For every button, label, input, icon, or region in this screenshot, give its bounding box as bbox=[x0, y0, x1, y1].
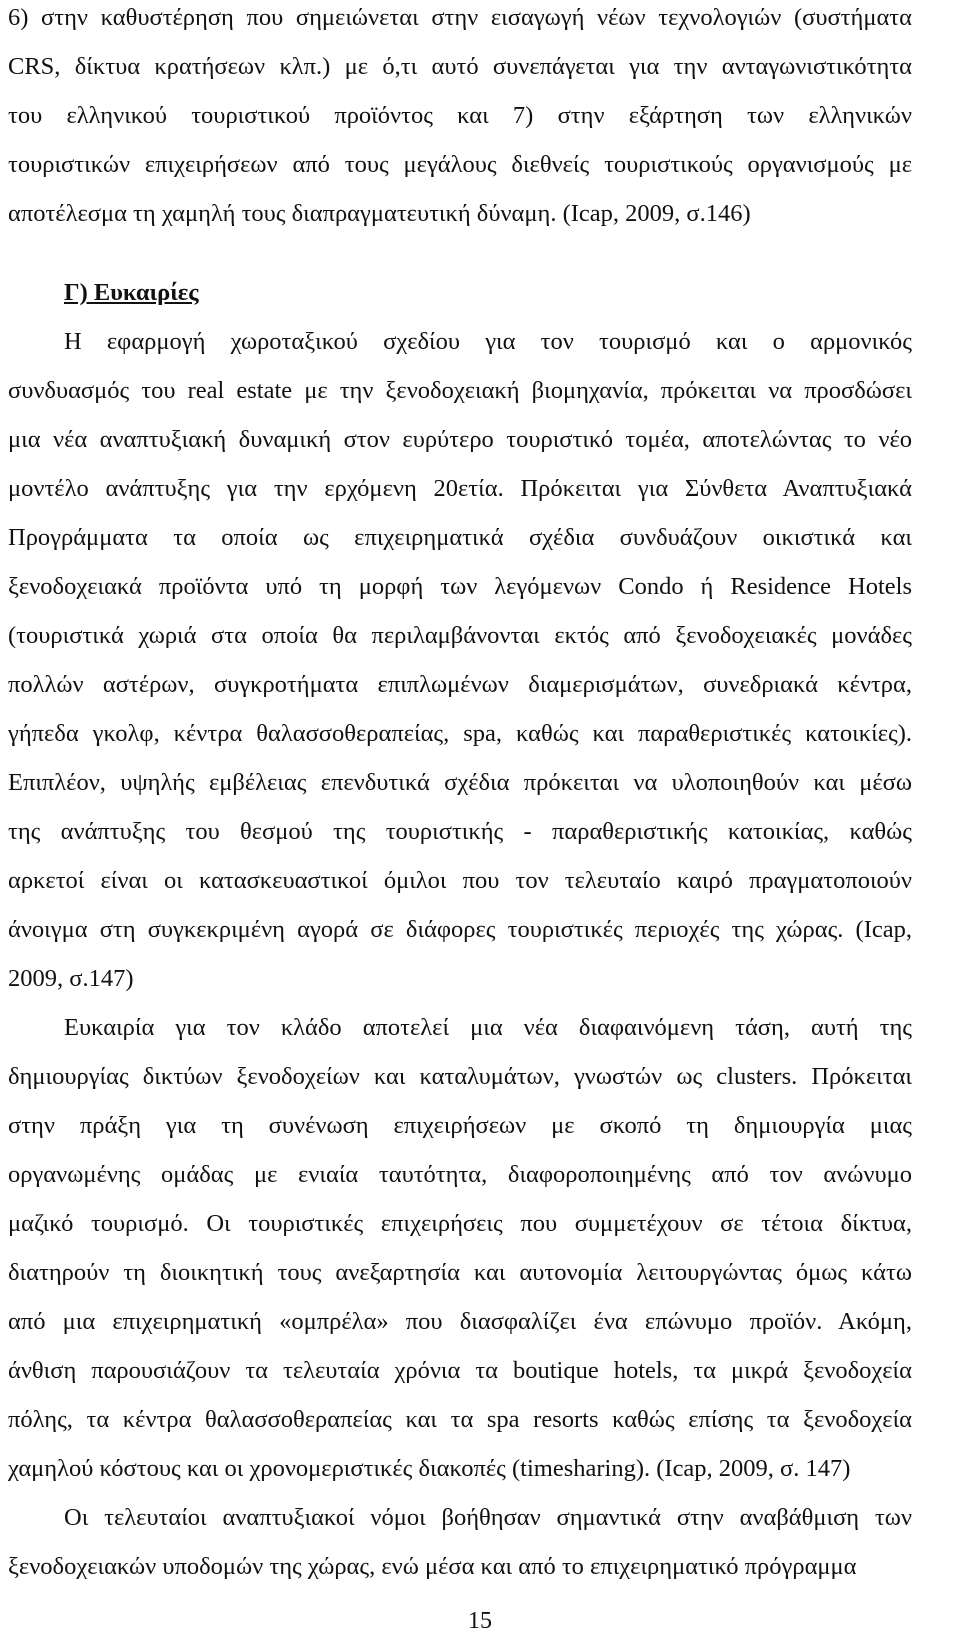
text-line: δημιουργίας δικτύων ξενοδοχείων και καταλυμάτων, γνωστών ως clusters. Πρόκειται bbox=[8, 1063, 912, 1090]
text-line: του ελληνικού τουριστικού προϊόντος και 7) στην εξάρτηση των ελληνικών bbox=[8, 102, 912, 129]
text-line: συνδυασμός του real estate με την ξενοδοχειακή βιομηχανία, πρόκειται να προσδώσει bbox=[8, 377, 912, 404]
text-line: 2009, σ.147) bbox=[8, 965, 134, 992]
text-line: χαμηλού κόστους και οι χρονομεριστικές διακοπές (timesharing). (Icap, 2009, σ. 147) bbox=[8, 1455, 851, 1482]
paragraph-opportunities-3 bbox=[8, 1500, 912, 1598]
text-line: της ανάπτυξης του θεσμού της τουριστικής - παραθεριστικής κατοικίας, καθώς bbox=[8, 818, 912, 845]
text-line: πολλών αστέρων, συγκροτήματα επιπλωμένων διαμερισμάτων, συνεδριακά κέντρα, bbox=[8, 671, 912, 698]
text-line: ξενοδοχειακών υποδομών της χώρας, ενώ μέσα και από το επιχειρηματικό πρόγραμμα bbox=[8, 1553, 857, 1580]
text-line: αρκετοί είναι οι κατασκευαστικοί όμιλοι που τον τελευταίο καιρό πραγματοποιούν bbox=[8, 867, 912, 894]
text-line: (τουριστικά χωριά στα οποία θα περιλαμβάνονται εκτός από ξενοδοχειακές μονάδες bbox=[8, 622, 912, 649]
paragraph-top bbox=[8, 0, 912, 245]
text-line: οργανωμένης ομάδας με ενιαία ταυτότητα, διαφοροποιημένης από τον ανώνυμο bbox=[8, 1161, 912, 1188]
text-line: μαζικό τουρισμό. Οι τουριστικές επιχειρήσεις που συμμετέχουν σε τέτοια δίκτυα, bbox=[8, 1210, 912, 1237]
text-line: διατηρούν τη διοικητική τους ανεξαρτησία και αυτονομία λειτουργώντας όμως κάτω bbox=[8, 1259, 912, 1286]
text-line: 6) στην καθυστέρηση που σημειώνεται στην εισαγωγή νέων τεχνολογιών (συστήματα bbox=[8, 4, 912, 31]
paragraph-opportunities-1 bbox=[8, 324, 912, 1010]
text-line: αποτέλεσμα τη χαμηλή τους διαπραγματευτική δύναμη. (Icap, 2009, σ.146) bbox=[8, 200, 751, 227]
spacer bbox=[8, 245, 912, 275]
text-line: ξενοδοχειακά προϊόντα υπό τη μορφή των λεγόμενων Condo ή Residence Hotels bbox=[8, 573, 912, 600]
text-line: από μια επιχειρηματική «ομπρέλα» που διασφαλίζει ένα επώνυμο προϊόν. Ακόμη, bbox=[8, 1308, 912, 1335]
text-line: άνθιση παρουσιάζουν τα τελευταία χρόνια τα boutique hotels, τα μικρά ξενοδοχεία bbox=[8, 1357, 912, 1384]
text-line: γήπεδα γκολφ, κέντρα θαλασσοθεραπείας, spa, καθώς και παραθεριστικές κατοικίες). bbox=[8, 720, 912, 747]
text-line: Οι τελευταίοι αναπτυξιακοί νόμοι βοήθησαν σημαντικά στην αναβάθμιση των bbox=[64, 1504, 912, 1531]
page-number: 15 bbox=[468, 1608, 492, 1634]
text-line: στην πράξη για τη συνένωση επιχειρήσεων με σκοπό τη δημιουργία μιας bbox=[8, 1112, 912, 1139]
text-line: άνοιγμα στη συγκεκριμένη αγορά σε διάφορες τουριστικές περιοχές της χώρας. (Icap, bbox=[8, 916, 912, 943]
text-line: Η εφαρμογή χωροταξικού σχεδίου για τον τουρισμό και ο αρμονικός bbox=[64, 328, 912, 355]
text-line: πόλης, τα κέντρα θαλασσοθεραπείας και τα spa resorts καθώς επίσης τα ξενοδοχεία bbox=[8, 1406, 912, 1433]
section-heading: Γ) Ευκαιρίες bbox=[64, 279, 199, 306]
paragraph-opportunities-2 bbox=[8, 1010, 912, 1500]
text-line: μια νέα αναπτυξιακή δυναμική στον ευρύτερο τουριστικό τομέα, αποτελώντας το νέο bbox=[8, 426, 912, 453]
document-page bbox=[8, 0, 912, 1598]
text-line: CRS, δίκτυα κρατήσεων κλπ.) με ό,τι αυτό συνεπάγεται για την ανταγωνιστικότητα bbox=[8, 53, 912, 80]
text-line: τουριστικών επιχειρήσεων από τους μεγάλους διεθνείς τουριστικούς οργανισμούς με bbox=[8, 151, 912, 178]
text-line: Επιπλέον, υψηλής εμβέλειας επενδυτικά σχέδια πρόκειται να υλοποιηθούν και μέσω bbox=[8, 769, 912, 796]
text-line: Προγράμματα τα οποία ως επιχειρηματικά σχέδια συνδυάζουν οικιστικά και bbox=[8, 524, 912, 551]
text-line: Ευκαιρία για τον κλάδο αποτελεί μια νέα διαφαινόμενη τάση, αυτή της bbox=[64, 1014, 912, 1041]
text-line: μοντέλο ανάπτυξης για την ερχόμενη 20ετία. Πρόκειται για Σύνθετα Αναπτυξιακά bbox=[8, 475, 912, 502]
